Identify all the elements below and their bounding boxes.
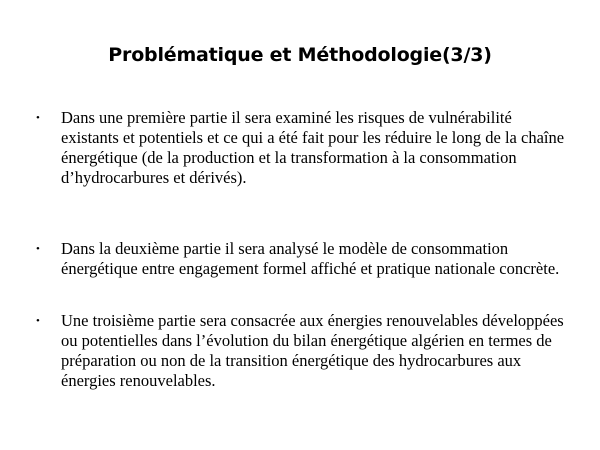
bullet-item [30,239,570,279]
bullet-text: Dans une première partie il sera examiné les risques de vulnérabilité existants et potentiels et ce qui a été fait pour les réduire le long de la chaîne énergétique (de la production et la transformation à la consommation d’hydrocarbures et dérivés). [61,108,565,187]
bullet-list [30,108,570,391]
bullet-item [30,108,570,188]
bullet-icon: • [36,315,40,327]
bullet-icon: • [36,112,40,124]
bullet-icon: • [36,243,40,255]
bullet-item [30,311,570,391]
bullet-text: Dans la deuxième partie il sera analysé le modèle de consommation énergétique entre engagement formel affiché et pratique nationale concrète. [61,239,560,278]
slide-title: Problématique et Méthodologie(3/3) [108,44,492,66]
bullet-text: Une troisième partie sera consacrée aux énergies renouvelables développées ou potentielles dans l’évolution du bilan énergétique algérien en termes de préparation ou non de la transition énergétique des hydrocarbures aux énergies renouvelables. [61,311,564,390]
